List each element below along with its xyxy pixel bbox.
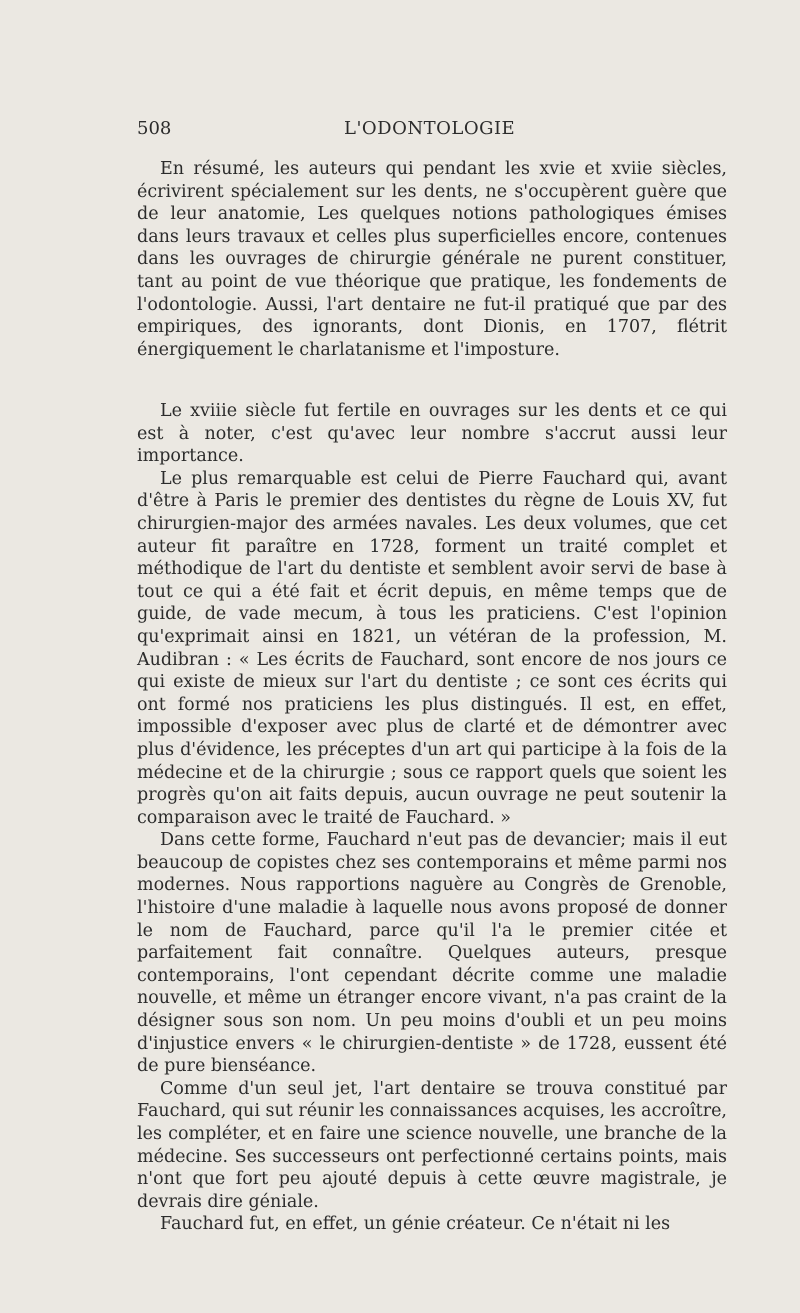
running-title: L'ODONTOLOGIE [344, 118, 516, 139]
paragraph-1: En résumé, les auteurs qui pendant les xvie et xviie siècles, écrivirent spécialement sur les dents, ne s'occupèrent guère que de leur anatomie, Les quelques notions pathologiques émises dans leurs travaux et celles plus superficielles encore, contenues dans les ouvrages de chirurgie générale ne purent constituer, tant au point de vue théorique que pratique, les fondements de l'odontologie. Aussi, l'art dentaire ne fut-il pratiqué que par des empiriques, des ignorants, dont Dionis, en 1707, flétrit énergiquement le charlatanisme et l'imposture. [137, 159, 727, 360]
paragraph-6: Fauchard fut, en effet, un génie créateur. Ce n'était ni les [160, 1214, 671, 1235]
page-header [137, 118, 727, 142]
paragraph-4: Dans cette forme, Fauchard n'eut pas de devancier; mais il eut beaucoup de copistes chez ses contemporains et même parmi nos modernes. Nous rapportions naguère au Congrès de Grenoble, l'histoire d'une maladie à laquelle nous avons proposé de donner le nom de Fauchard, parce qu'il l'a le premier citée et parfaitement fait connaître. Quelques auteurs, presque contemporains, l'ont cependant décrite comme une maladie nouvelle, et même un étranger encore vivant, n'a pas craint de la désigner sous son nom. Un peu moins d'oubli et un peu moins d'injustice envers « le chirurgien-dentiste » de 1728, eussent été de pure bienséance. [137, 830, 727, 1077]
text-block-2 [137, 400, 727, 1236]
page-number: 508 [137, 118, 172, 139]
paragraph-3: Le plus remarquable est celui de Pierre Fauchard qui, avant d'être à Paris le premier des dentistes du règne de Louis XV, fut chirurgien-major des armées navales. Les deux volumes, que cet auteur fit paraître en 1728, forment un traité complet et méthodique de l'art du dentiste et semblent avoir servi de base à tout ce qui a été fait et écrit depuis, en même temps que de guide, de vade mecum, à tous les praticiens. C'est l'opinion qu'exprimait ainsi en 1821, un vétéran de la profession, M. Audibran : « Les écrits de Fauchard, sont encore de nos jours ce qui existe de mieux sur l'art du dentiste ; ce sont ces écrits qui ont formé nos praticiens les plus distingués. Il est, en effet, impossible d'exposer avec plus de clarté et de démontrer avec plus d'évidence, les préceptes d'un art qui participe à la fois de la médecine et de la chirurgie ; sous ce rapport quels que soient les progrès qu'on ait faits depuis, aucun ouvrage ne peut soutenir la comparaison avec le traité de Fauchard. » [137, 468, 727, 828]
text-block-1 [137, 158, 727, 361]
paragraph-5: Comme d'un seul jet, l'art dentaire se trouva constitué par Fauchard, qui sut réunir les connaissances acquises, les accroître, les compléter, et en faire une science nouvelle, une branche de la médecine. Ses successeurs ont perfectionné certains points, mais n'ont que fort peu ajouté depuis à cette œuvre magistrale, je devrais dire géniale. [137, 1078, 727, 1212]
paragraph-2: Le xviiie siècle fut fertile en ouvrages sur les dents et ce qui est à noter, c'est qu'avec leur nombre s'accrut aussi leur importance. [137, 401, 727, 467]
